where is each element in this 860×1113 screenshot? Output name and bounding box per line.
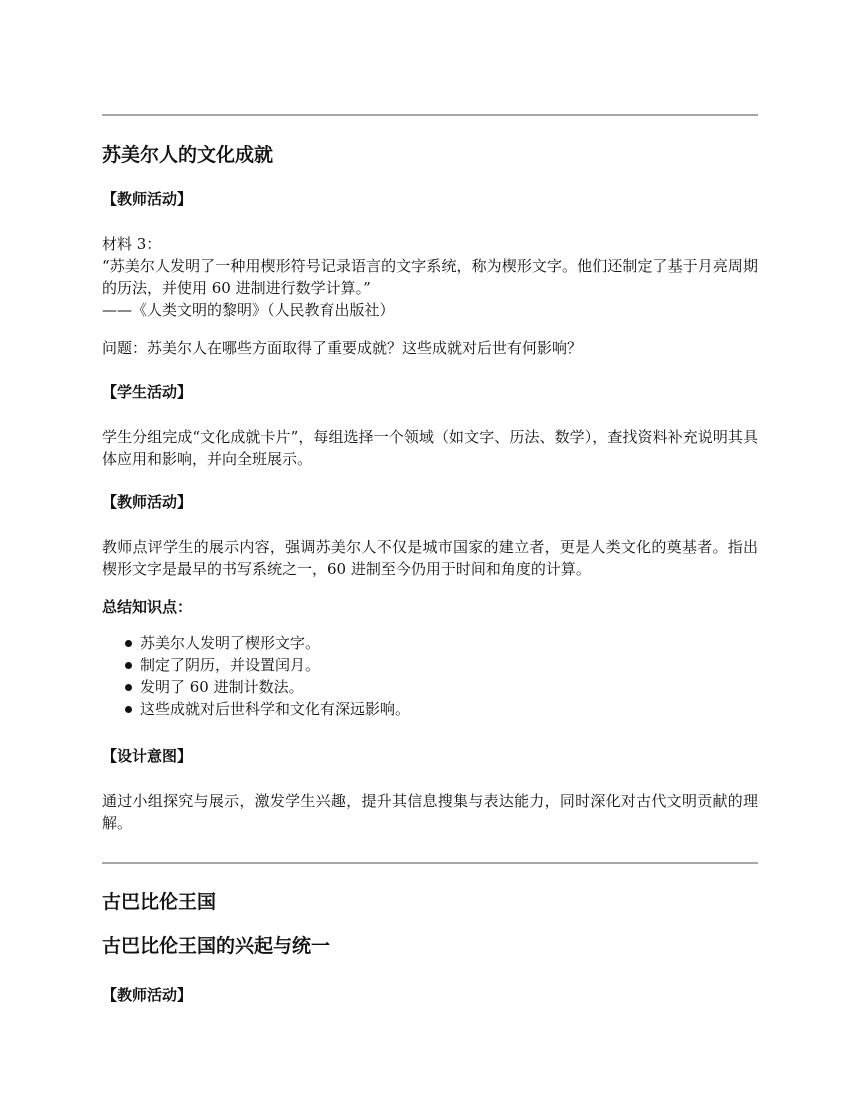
design-intent-text: 通过小组探究与展示，激发学生兴趣，提升其信息搜集与表达能力，同时深化对古代文明贡献的理解。 <box>102 792 758 832</box>
design-intent-heading: 【设计意图】 <box>102 747 193 765</box>
list-item: 这些成就对后世科学和文化有深远影响。 <box>102 698 758 720</box>
section-title: 苏美尔人的文化成就 <box>102 144 274 166</box>
bullet-icon <box>125 662 132 669</box>
summary-list <box>102 632 758 720</box>
list-item: 苏美尔人发明了楔形文字。 <box>102 632 758 654</box>
summary-heading: 总结知识点： <box>102 598 193 616</box>
next-section-subtitle: 古巴比伦王国的兴起与统一 <box>102 935 331 957</box>
material-quote: “苏美尔人发明了一种用楔形符号记录语言的文字系统，称为楔形文字。他们还制定了基于月亮周期的历法，并使用 60 进制进行数学计算。” <box>102 257 758 297</box>
student-activity-heading: 【学生活动】 <box>102 383 193 401</box>
question-text: 问题：苏美尔人在哪些方面取得了重要成就？这些成就对后世有何影响？ <box>102 339 583 357</box>
bullet-icon <box>125 640 132 647</box>
bullet-icon <box>125 684 132 691</box>
material-block <box>102 233 758 321</box>
list-item: 发明了 60 进制计数法。 <box>102 676 758 698</box>
teacher-activity-heading-3: 【教师活动】 <box>102 986 193 1004</box>
material-source: ——《人类文明的黎明》（人民教育出版社） <box>102 301 395 319</box>
bullet-icon <box>125 706 132 713</box>
horizontal-rule-bottom <box>102 862 758 864</box>
next-section-title: 古巴比伦王国 <box>102 891 217 913</box>
material-label: 材料 3： <box>102 235 162 253</box>
teacher-activity-heading: 【教师活动】 <box>102 190 193 208</box>
list-item: 制定了阴历，并设置闰月。 <box>102 654 758 676</box>
horizontal-rule-top <box>102 114 758 116</box>
teacher-activity-heading-2: 【教师活动】 <box>102 493 193 511</box>
teacher-activity-text: 教师点评学生的展示内容，强调苏美尔人不仅是城市国家的建立者，更是人类文化的奠基者。指出楔形文字是最早的书写系统之一，60 进制至今仍用于时间和角度的计算。 <box>102 538 758 578</box>
student-activity-text: 学生分组完成“文化成就卡片”，每组选择一个领域（如文字、历法、数学），查找资料补充说明其具体应用和影响，并向全班展示。 <box>102 428 758 468</box>
